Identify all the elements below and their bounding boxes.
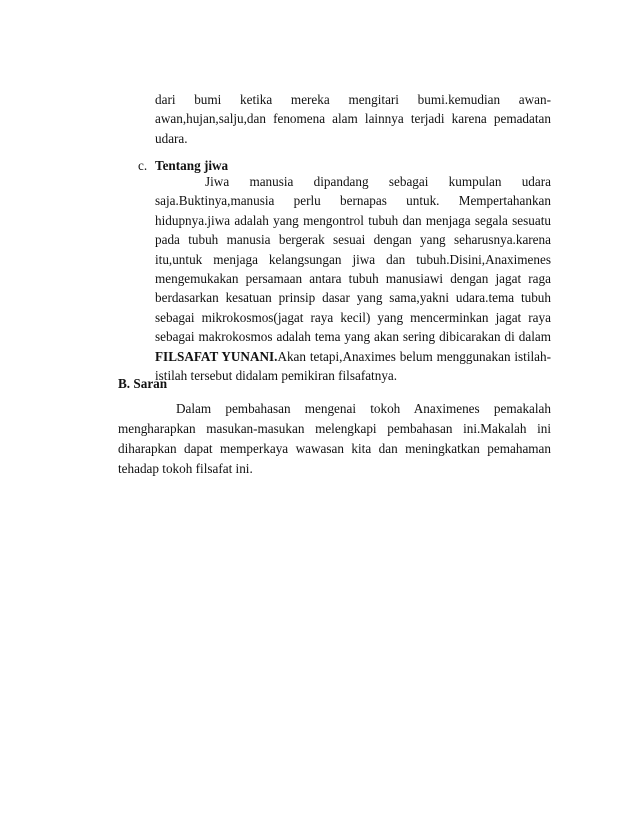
saran-text: Dalam pembahasan mengenai tokoh Anaximenes pemakalah mengharapkan masukan-masukan melengkapi pembahasan ini.Makalah ini diharapkan dapat memperkaya wawasan kita dan meningkatkan pemahaman tehadap tokoh filsafat ini. bbox=[118, 401, 551, 476]
jiwa-paragraph bbox=[155, 172, 551, 385]
filsafat-yunani-bold: FILSAFAT YUNANI. bbox=[155, 348, 278, 364]
intro-paragraph: dari bumi ketika mereka mengitari bumi.kemudian awan-awan,hujan,salju,dan fenomena alam lainnya terjadi karena pemadatan udara. bbox=[155, 92, 551, 146]
jiwa-text: Jiwa manusia dipandang sebagai kumpulan udara saja.Buktinya,manusia perlu bernapas untuk. Mempertahankan hidupnya.jiwa adalah yang mengontrol tubuh dan menjaga segala sesuatu pada tubuh manusia bergerak sesuai dengan yang seharusnya.karena itu,untuk menjaga kelangsungan jiwa dan tubuh.Disini,Anaximenes mengemukakan persamaan antara tubuh manusiawi dengan jagat raga berdasarkan kesatuan prinsip dasar yang sama,yakni udara.tema tubuh sebagai mikrokosmos(jagat raya kecil) yang mencerminkan jagat raya sebagai makrokosmos adalah tema yang akan sering dibicarakan di dalam bbox=[155, 174, 551, 345]
section-heading-saran: B. Saran bbox=[118, 376, 168, 391]
subsection-marker: c. bbox=[138, 158, 148, 173]
subsection-title: Tentang jiwa bbox=[155, 158, 229, 173]
saran-paragraph bbox=[118, 399, 551, 479]
jiwa-text-end: Akan tetapi,Anaximes belum menggunakan istilah-istilah tersebut didalam pemikiran filsafatnya. bbox=[155, 348, 552, 384]
